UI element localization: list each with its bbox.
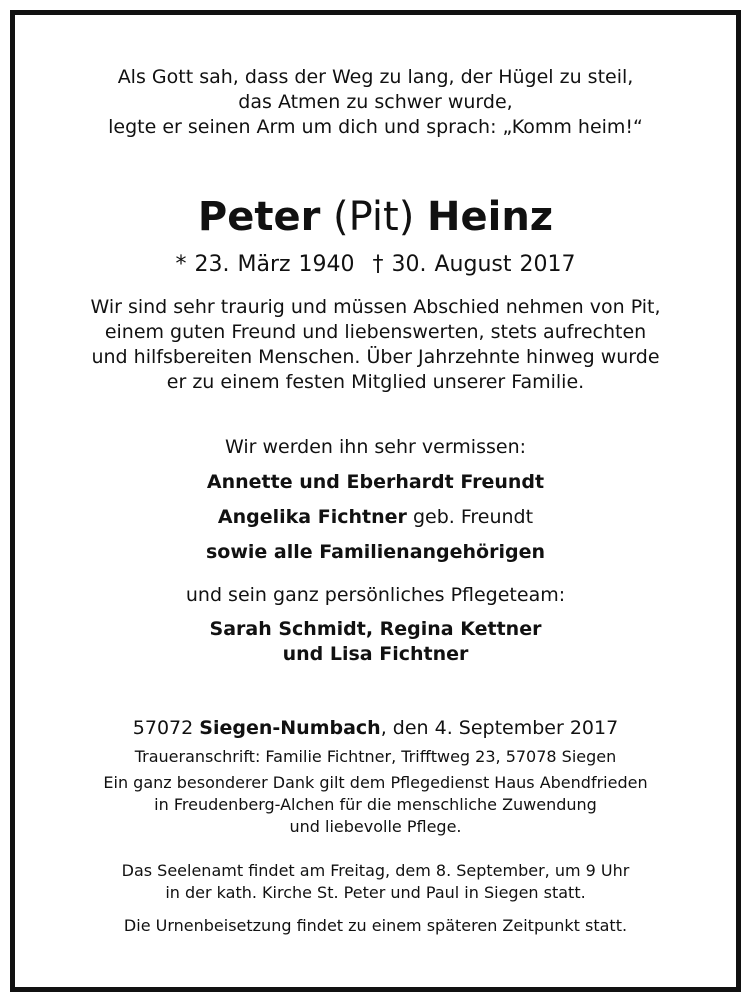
message-line: Wir sind sehr traurig und müssen Abschied nehmen von Pit, — [90, 296, 661, 318]
poem — [15, 65, 736, 140]
mourner-name: Angelika Fichtner — [217, 506, 407, 528]
postcode: 57072 — [132, 717, 194, 739]
life-dates — [15, 250, 736, 280]
date-text: , den 4. September 2017 — [380, 717, 619, 739]
thanks-note — [15, 772, 736, 838]
thanks-line: Ein ganz besonderer Dank gilt dem Pflegedienst Haus Abendfrieden — [103, 773, 648, 792]
farewell-message — [15, 295, 736, 395]
message-line: er zu einem festen Mitglied unserer Familie. — [166, 371, 585, 393]
mourner-relatives: sowie alle Familienangehörigen — [205, 541, 546, 563]
message-line: einem guten Freund und liebenswerten, stets aufrechten — [104, 321, 647, 343]
care-team-line: Sarah Schmidt, Regina Kettner — [209, 618, 542, 640]
place-date-line — [15, 715, 736, 741]
care-team-names — [15, 617, 736, 667]
place-name: Siegen-Numbach — [199, 717, 381, 739]
mourner-family-freundt: Annette und Eberhardt Freundt — [206, 471, 545, 493]
care-team-intro: und sein ganz persönliches Pflegeteam: — [185, 584, 566, 606]
poem-line: legte er seinen Arm um dich und sprach: „Komm heim!“ — [108, 116, 643, 138]
requiem-notice — [15, 860, 736, 904]
thanks-line: und liebevolle Pflege. — [289, 817, 462, 836]
death-date: † 30. August 2017 — [372, 252, 576, 277]
care-team-line: und Lisa Fichtner — [282, 643, 469, 665]
mourner-fichtner — [15, 505, 736, 530]
urn-burial-notice: Die Urnenbeisetzung findet zu einem späteren Zeitpunkt statt. — [123, 916, 628, 935]
requiem-line: Das Seelenamt findet am Freitag, dem 8. September, um 9 Uhr — [121, 861, 630, 880]
nickname: (Pit) — [333, 194, 415, 240]
first-name: Peter — [197, 194, 321, 240]
maiden-name-note: geb. Freundt — [412, 506, 534, 528]
message-line: und hilfsbereiten Menschen. Über Jahrzehnte hinweg wurde — [91, 346, 660, 368]
mourners-intro: Wir werden ihn sehr vermissen: — [224, 436, 527, 458]
mourning-address: Traueranschrift: Familie Fichtner, Trifftweg 23, 57078 Siegen — [134, 747, 617, 766]
deceased-name — [15, 191, 736, 243]
last-name: Heinz — [427, 194, 554, 240]
thanks-line: in Freudenberg-Alchen für die menschliche Zuwendung — [154, 795, 597, 814]
requiem-line: in der kath. Kirche St. Peter und Paul in Siegen statt. — [165, 883, 586, 902]
poem-line: das Atmen zu schwer wurde, — [238, 91, 513, 113]
birth-date: * 23. März 1940 — [175, 252, 355, 277]
obituary-card — [10, 10, 741, 992]
poem-line: Als Gott sah, dass der Weg zu lang, der Hügel zu steil, — [117, 66, 634, 88]
